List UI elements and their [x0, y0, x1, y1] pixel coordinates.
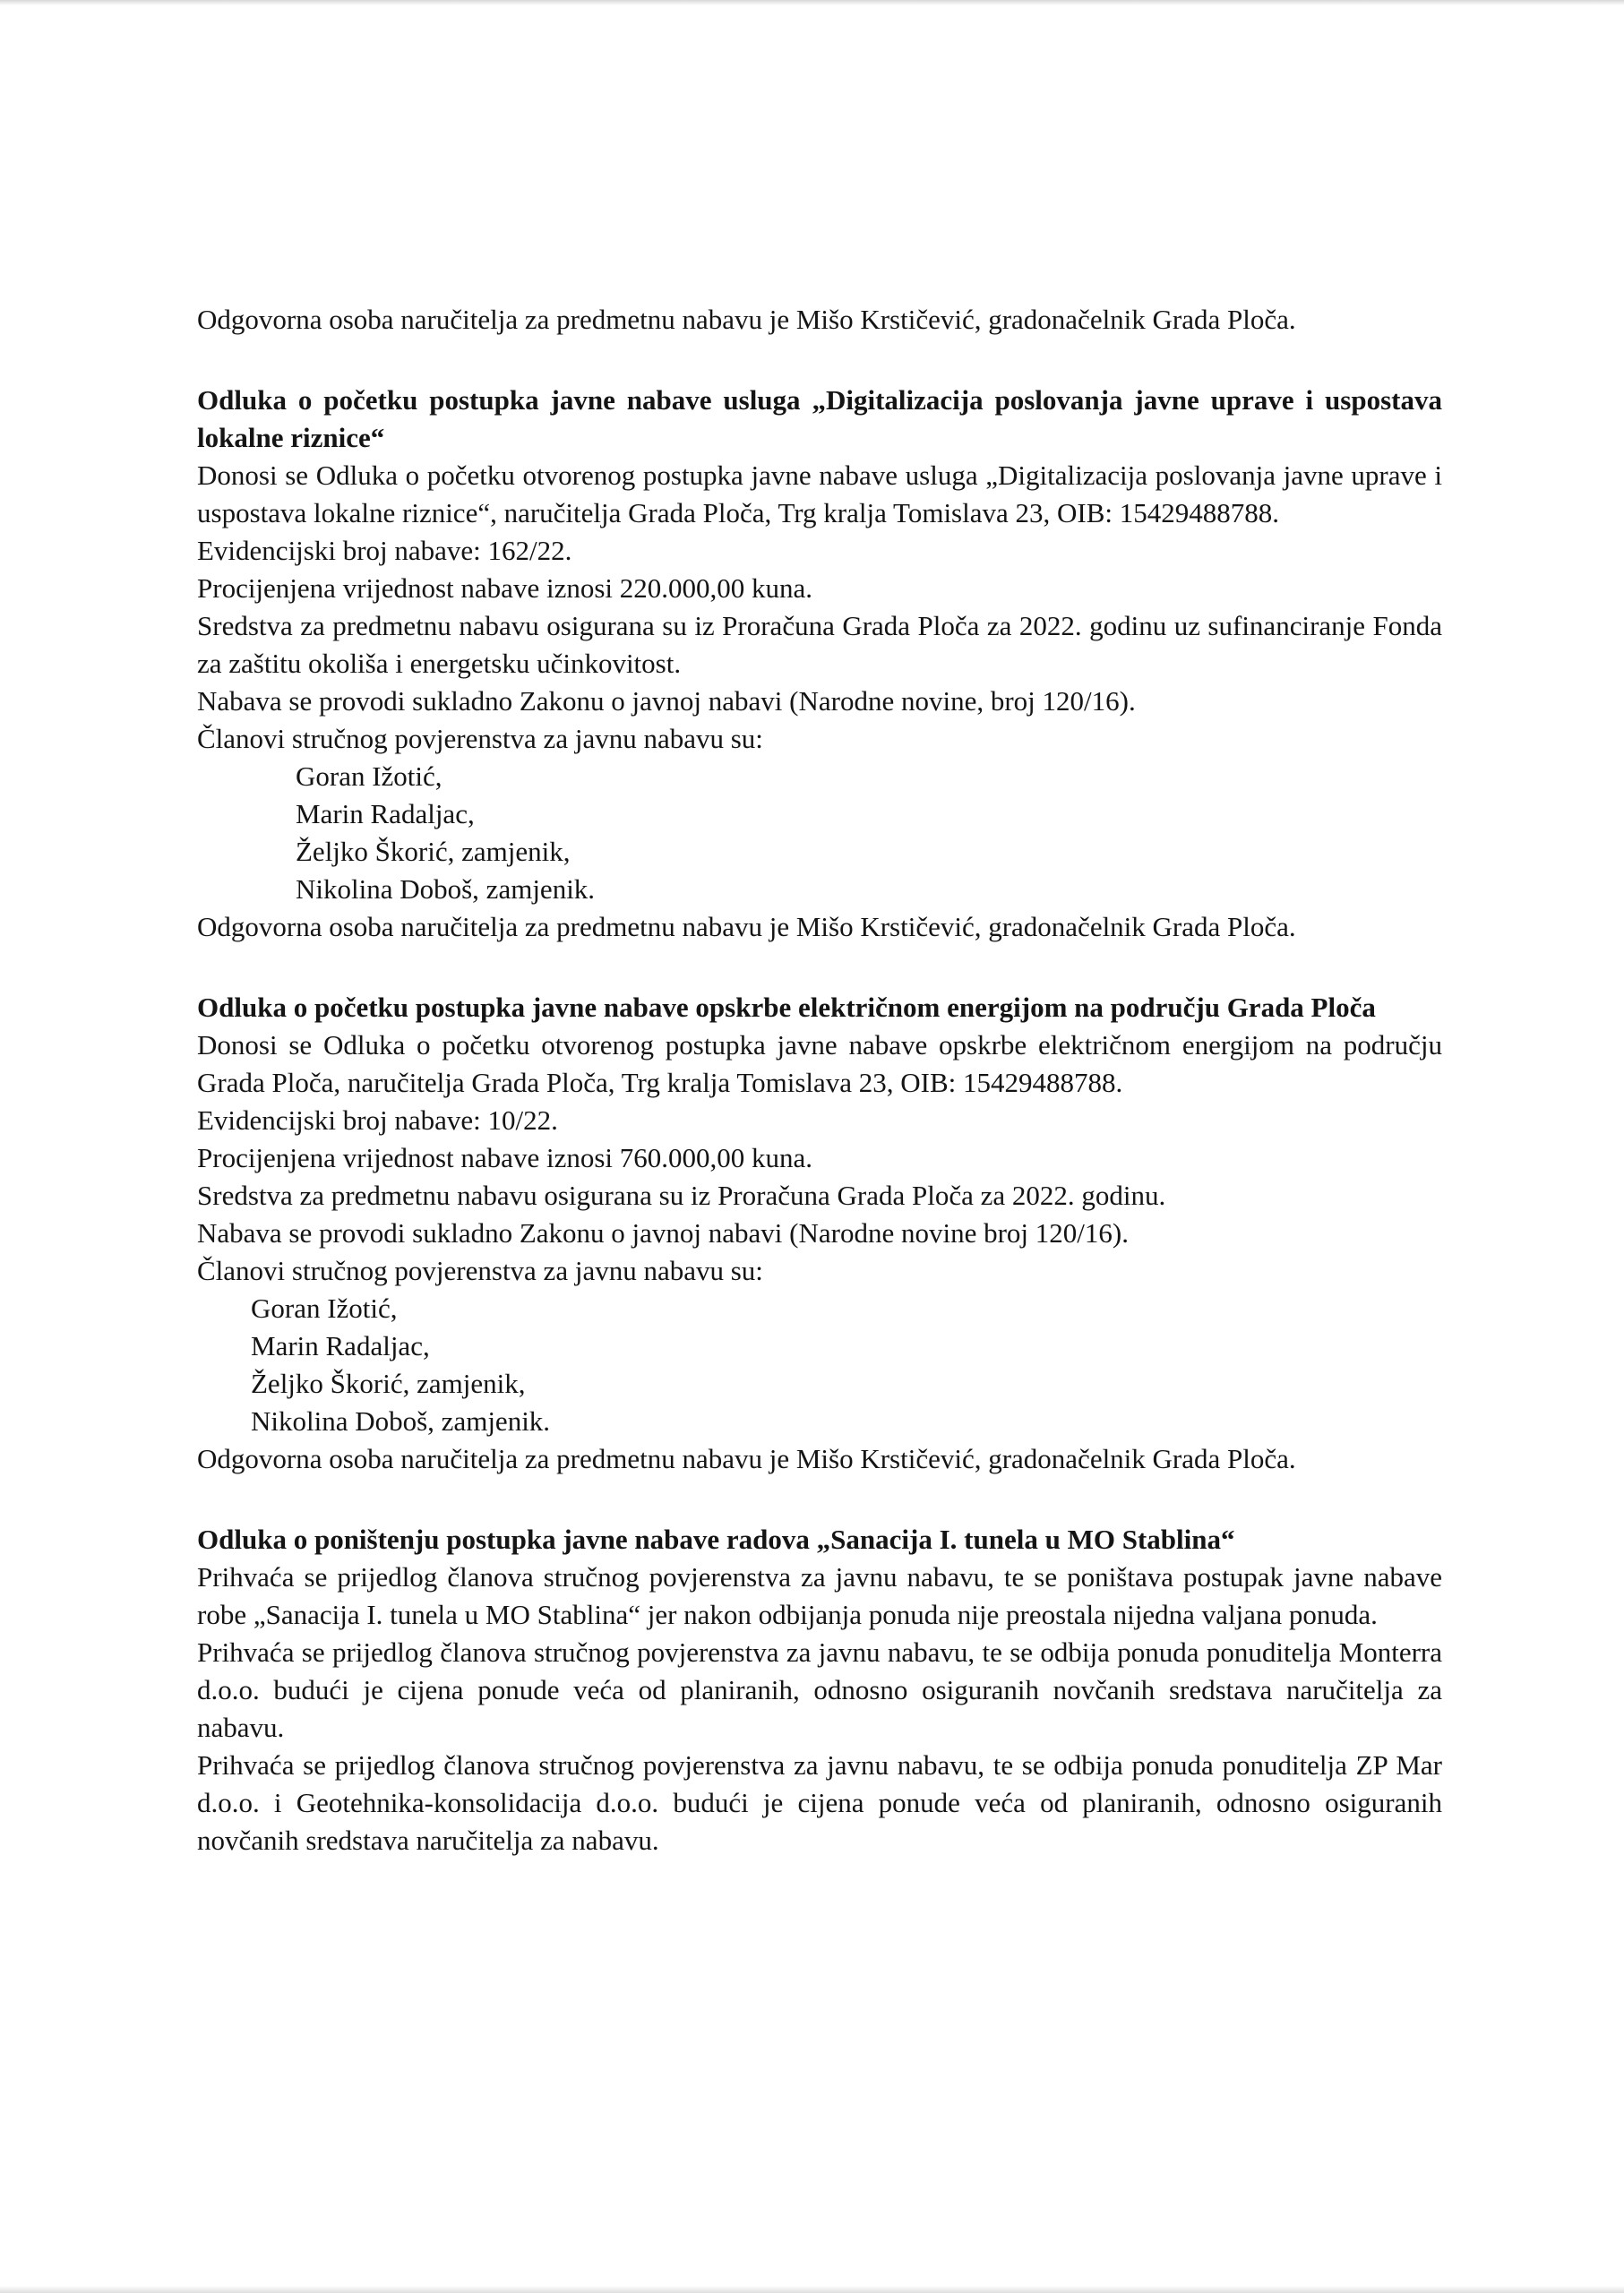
committee-intro: Članovi stručnog povjerenstva za javnu nabavu su: — [197, 1255, 763, 1286]
section-digitalization — [197, 382, 1442, 946]
committee-member: Nikolina Doboš, zamjenik. — [296, 873, 596, 905]
spacer — [197, 1478, 1442, 1521]
section-title: Odluka o početku postupka javne nabave opskrbe električnom energijom na području Grada Ploča — [197, 992, 1376, 1023]
committee-member: Goran Ižotić, — [296, 760, 443, 792]
evidence-number: Evidencijski broj nabave: 162/22. — [197, 535, 572, 566]
committee-member: Nikolina Doboš, zamjenik. — [251, 1405, 551, 1437]
scan-edge-bottom — [0, 2286, 1624, 2293]
rejection-paragraph: Prihvaća se prijedlog članova stručnog povjerenstva za javnu nabavu, te se odbija ponuda ponuditelja ZP Mar d.o.o. i Geotehnika-konsolidacija d.o.o. budući je cijena ponude veća od planiranih, odnosno osiguranih novčanih sredstava naručitelja za nabavu. — [197, 1749, 1442, 1856]
rejection-paragraph: Prihvaća se prijedlog članova stručnog povjerenstva za javnu nabavu, te se odbija ponuda ponuditelja Monterra d.o.o. budući je cijena ponude veća od planiranih, odnosno osiguranih novčanih sredstava naručitelja za nabavu. — [197, 1636, 1442, 1743]
committee-intro: Članovi stručnog povjerenstva za javnu nabavu su: — [197, 723, 763, 754]
decision-text: Donosi se Odluka o početku otvorenog postupka javne nabave usluga „Digitalizacija poslovanja javne uprave i uspostava lokalne riznice“, naručitelja Grada Ploča, Trg kralja Tomislava 23, OIB: 15429488788. — [197, 459, 1442, 528]
evidence-number: Evidencijski broj nabave: 10/22. — [197, 1104, 558, 1136]
section-tunnel-cancellation — [197, 1521, 1442, 1859]
spacer — [197, 946, 1442, 989]
intro-responsible-person: Odgovorna osoba naručitelja za predmetnu nabavu je Mišo Krstičević, gradonačelnik Grada Ploča. — [197, 304, 1296, 335]
funding-source: Sredstva za predmetnu nabavu osigurana su iz Proračuna Grada Ploča za 2022. godinu uz sufinanciranje Fonda za zaštitu okoliša i energetsku učinkovitost. — [197, 610, 1442, 679]
spacer — [197, 339, 1442, 382]
section-title: Odluka o početku postupka javne nabave usluga „Digitalizacija poslovanja javne uprave i uspostava lokalne riznice“ — [197, 384, 1442, 453]
committee-member: Goran Ižotić, — [251, 1292, 398, 1324]
responsible-person: Odgovorna osoba naručitelja za predmetnu nabavu je Mišo Krstičević, gradonačelnik Grada Ploča. — [197, 1443, 1296, 1474]
section-electricity — [197, 989, 1442, 1478]
committee-member: Željko Škorić, zamjenik, — [251, 1368, 526, 1399]
committee-member: Željko Škorić, zamjenik, — [296, 836, 571, 867]
estimated-value: Procijenjena vrijednost nabave iznosi 760.000,00 kuna. — [197, 1142, 813, 1173]
cancellation-paragraph: Prihvaća se prijedlog članova stručnog povjerenstva za javnu nabavu, te se poništava postupak javne nabave robe „Sanacija I. tunela u MO Stablina“ jer nakon odbijanja ponuda nije preostala nijedna valjana ponuda. — [197, 1561, 1442, 1630]
legal-basis: Nabava se provodi sukladno Zakonu o javnoj nabavi (Narodne novine broj 120/16). — [197, 1217, 1129, 1249]
estimated-value: Procijenjena vrijednost nabave iznosi 220.000,00 kuna. — [197, 572, 813, 604]
responsible-person: Odgovorna osoba naručitelja za predmetnu nabavu je Mišo Krstičević, gradonačelnik Grada Ploča. — [197, 911, 1296, 942]
committee-member: Marin Radaljac, — [251, 1330, 430, 1361]
scan-edge-top — [0, 0, 1624, 5]
committee-member: Marin Radaljac, — [296, 798, 475, 829]
funding-source: Sredstva za predmetnu nabavu osigurana su iz Proračuna Grada Ploča za 2022. godinu. — [197, 1180, 1166, 1211]
section-title: Odluka o poništenju postupka javne nabave radova „Sanacija I. tunela u MO Stablina“ — [197, 1524, 1235, 1555]
legal-basis: Nabava se provodi sukladno Zakonu o javnoj nabavi (Narodne novine, broj 120/16). — [197, 685, 1136, 717]
decision-text: Donosi se Odluka o početku otvorenog postupka javne nabave opskrbe električnom energijom na području Grada Ploča, naručitelja Grada Ploča, Trg kralja Tomislava 23, OIB: 15429488788. — [197, 1029, 1442, 1098]
document-page — [197, 301, 1442, 1859]
